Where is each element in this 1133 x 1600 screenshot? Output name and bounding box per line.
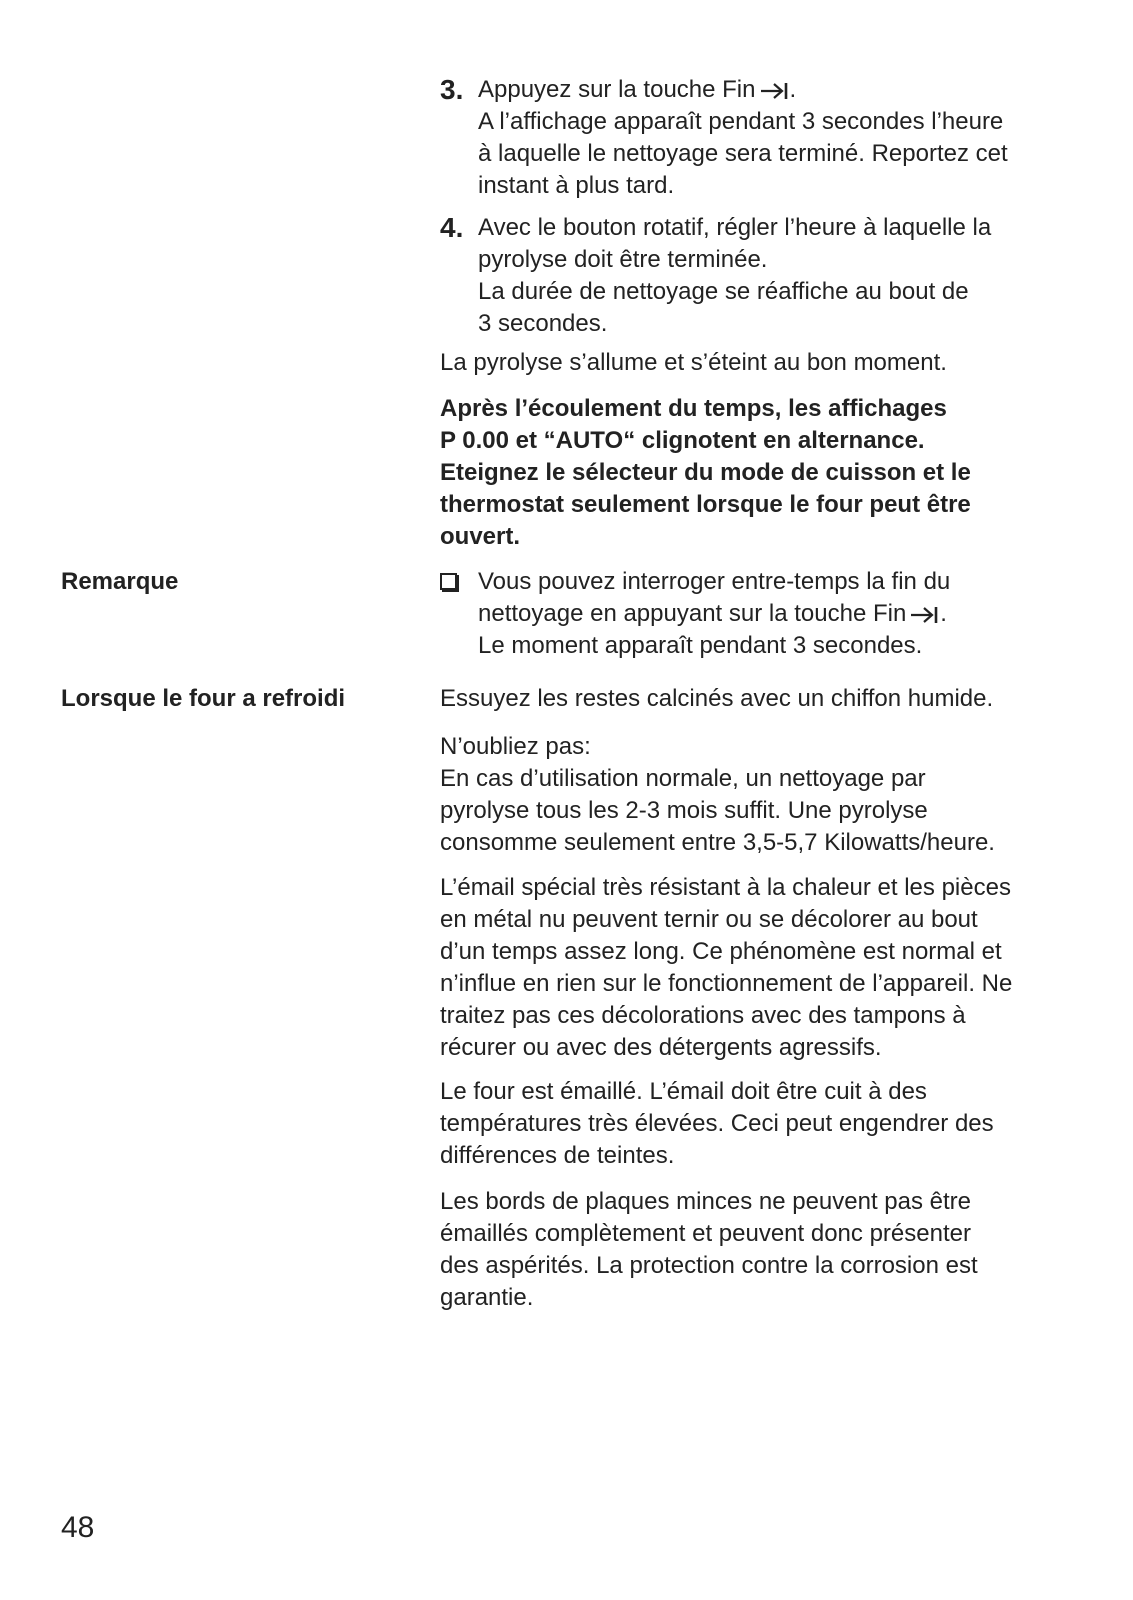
warning-line-1: Après l’écoulement du temps, les affichages — [440, 395, 947, 422]
four-line-3: différences de teintes. — [440, 1142, 675, 1169]
bords-paragraph — [440, 1186, 1080, 1314]
warning-line-5: ouvert. — [440, 523, 521, 550]
step-4-line-1: Avec le bouton rotatif, régler l’heure à laquelle la — [478, 214, 992, 241]
step-4-line-2: pyrolyse doit être terminée. — [478, 246, 768, 273]
pyrolyse-status-text: La pyrolyse s’allume et s’éteint au bon moment. — [440, 349, 947, 376]
step-3-line-2: A l’affichage apparaît pendant 3 secondes l’heure — [478, 108, 1004, 135]
fin-end-arrow-icon — [910, 605, 940, 625]
warning-line-3: Eteignez le sélecteur du mode de cuisson et le — [440, 459, 971, 486]
remarque-text: Vous pouvez interroger entre-temps la fin du nettoyage en appuyant sur la touche Fin . Le moment apparaît pendant 3 secondes. — [478, 566, 1078, 662]
warning-line-2: P 0.00 et “AUTO“ clignotent en alternance. — [440, 427, 925, 454]
step-4-line-3: La durée de nettoyage se réaffiche au bout de — [478, 278, 969, 305]
step-4-line-4: 3 secondes. — [478, 310, 608, 337]
bords-line-3: des aspérités. La protection contre la corrosion est — [440, 1252, 978, 1279]
bords-line-1: Les bords de plaques minces ne peuvent pas être — [440, 1188, 972, 1215]
page-number: 48 — [61, 1511, 95, 1544]
cooled-intro: Essuyez les restes calcinés avec un chiffon humide. — [440, 685, 994, 712]
four-line-1: Le four est émaillé. L’émail doit être cuit à des — [440, 1078, 927, 1105]
remarque-line-1: Vous pouvez interroger entre-temps la fin du — [478, 568, 951, 595]
warning-block — [440, 393, 1080, 553]
cooled-heading: Lorsque le four a refroidi — [61, 685, 346, 712]
remarque-heading: Remarque — [61, 568, 179, 595]
checkbox-bullet-icon — [440, 573, 457, 590]
step-3-line-4: instant à plus tard. — [478, 172, 675, 199]
remarque-line-3: Le moment apparaît pendant 3 secondes. — [478, 632, 923, 659]
four-line-2: températures très élevées. Ceci peut engendrer des — [440, 1110, 994, 1137]
email-line-2: en métal nu peuvent ternir ou se décolorer au bout — [440, 906, 978, 933]
step-4-number: 4. — [440, 212, 464, 243]
noubliez-line-4: consomme seulement entre 3,5-5,7 Kilowatts/heure. — [440, 829, 995, 856]
email-line-4: n’influe en rien sur le fonctionnement de l’appareil. Ne — [440, 970, 1013, 997]
email-line-3: d’un temps assez long. Ce phénomène est normal et — [440, 938, 1002, 965]
four-paragraph — [440, 1076, 1080, 1172]
step-3-line-3: à laquelle le nettoyage sera terminé. Reportez cet — [478, 140, 1008, 167]
noubliez-line-2: En cas d’utilisation normale, un nettoyage par — [440, 765, 926, 792]
email-line-1: L’émail spécial très résistant à la chaleur et les pièces — [440, 874, 1011, 901]
noubliez-paragraph — [440, 731, 1080, 859]
bords-line-2: émaillés complètement et peuvent donc présenter — [440, 1220, 971, 1247]
email-line-5: traitez pas ces décolorations avec des tampons à — [440, 1002, 966, 1029]
warning-line-4: thermostat seulement lorsque le four peut être — [440, 491, 971, 518]
email-paragraph — [440, 872, 1080, 1064]
fin-end-arrow-icon — [760, 81, 790, 101]
step-3-text: Appuyez sur la touche Fin . A l’affichage apparaît pendant 3 secondes l’heure à laquelle le nettoyage sera terminé. Reportez cet instant à plus tard. — [478, 74, 1078, 202]
remarque-line-2: nettoyage en appuyant sur la touche Fin — [478, 600, 907, 627]
step-3-line-1: Appuyez sur la touche Fin — [478, 76, 756, 103]
email-line-6: récurer ou avec des détergents agressifs. — [440, 1034, 882, 1061]
step-3-number: 3. — [440, 74, 464, 105]
noubliez-line-3: pyrolyse tous les 2-3 mois suffit. Une pyrolyse — [440, 797, 928, 824]
step-4-text — [478, 212, 1078, 340]
noubliez-line-1: N’oubliez pas: — [440, 733, 591, 760]
bords-line-4: garantie. — [440, 1284, 534, 1311]
